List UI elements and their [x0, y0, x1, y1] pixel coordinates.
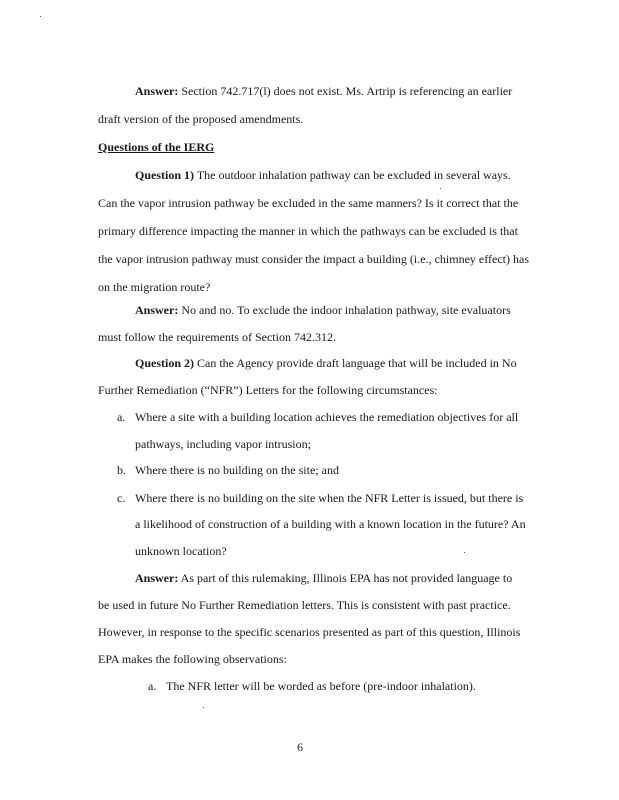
- answer-2-line-1: [135, 303, 511, 317]
- question-label: Question 1): [135, 168, 195, 182]
- answer-text: No and no. To exclude the indoor inhalation pathway, site evaluators: [181, 303, 511, 317]
- section-heading: Questions of the IERG: [98, 140, 215, 154]
- scan-speck: [40, 16, 41, 17]
- scan-speck: [464, 552, 465, 553]
- question-2-item-a-line-2: pathways, including vapor intrusion;: [135, 437, 311, 451]
- answer-3-line-4: EPA makes the following observations:: [98, 652, 287, 666]
- question-1-line-4: the vapor intrusion pathway must consider the impact a building (i.e., chimney effect) has: [98, 252, 529, 266]
- answer-label: Answer:: [135, 84, 179, 98]
- scan-speck: [203, 707, 204, 708]
- answer-text: Section 742.717(l) does not exist. Ms. Artrip is referencing an earlier: [181, 84, 513, 98]
- answer-label: Answer:: [135, 303, 179, 317]
- question-text: The outdoor inhalation pathway can be excluded in several ways.: [196, 168, 511, 182]
- question-2-item-a-line-1: Where a site with a building location achieves the remediation objectives for all: [135, 410, 519, 424]
- question-label: Question 2): [135, 356, 195, 370]
- answer-3-line-2: be used in future No Further Remediation letters. This is consistent with past practice.: [98, 598, 511, 612]
- answer-2-line-2: must follow the requirements of Section 742.312.: [98, 330, 336, 344]
- question-2-line-1: [135, 356, 517, 370]
- question-2-line-2: Further Remediation (“NFR”) Letters for the following circumstances:: [98, 383, 438, 397]
- list-marker-c: c.: [117, 491, 126, 505]
- answer-3-item-a-line-1: The NFR letter will be worded as before (pre-indoor inhalation).: [166, 679, 476, 693]
- answer-1-line-2: draft version of the proposed amendments.: [98, 112, 304, 126]
- question-text: Can the Agency provide draft language that will be included in No: [197, 356, 517, 370]
- answer-3-line-3: However, in response to the specific scenarios presented as part of this question, Illinois: [98, 625, 521, 639]
- question-1-line-5: on the migration route?: [98, 280, 211, 294]
- page-number: 6: [297, 740, 303, 754]
- answer-label: Answer:: [135, 571, 179, 585]
- question-1-line-2: Can the vapor intrusion pathway be excluded in the same manners? Is it correct that the: [98, 196, 519, 210]
- answer-1-line-1: [135, 84, 512, 98]
- question-1-line-1: [135, 168, 511, 182]
- question-2-item-b-line-1: Where there is no building on the site; and: [135, 463, 339, 477]
- answer-text: As part of this rulemaking, Illinois EPA has not provided language to: [180, 571, 513, 585]
- answer-3-line-1: [135, 571, 512, 585]
- list-marker-a: a.: [117, 410, 126, 424]
- question-2-item-c-line-2: a likelihood of construction of a building with a known location in the future? An: [135, 517, 526, 531]
- list-marker-b: b.: [117, 463, 126, 477]
- question-2-item-c-line-1: Where there is no building on the site when the NFR Letter is issued, but there is: [135, 491, 524, 505]
- question-2-item-c-line-3: unknown location?: [135, 544, 227, 558]
- scan-speck: [440, 188, 441, 189]
- question-1-line-3: primary difference impacting the manner in which the pathways can be excluded is that: [98, 224, 518, 238]
- list-marker-a: a.: [148, 679, 157, 693]
